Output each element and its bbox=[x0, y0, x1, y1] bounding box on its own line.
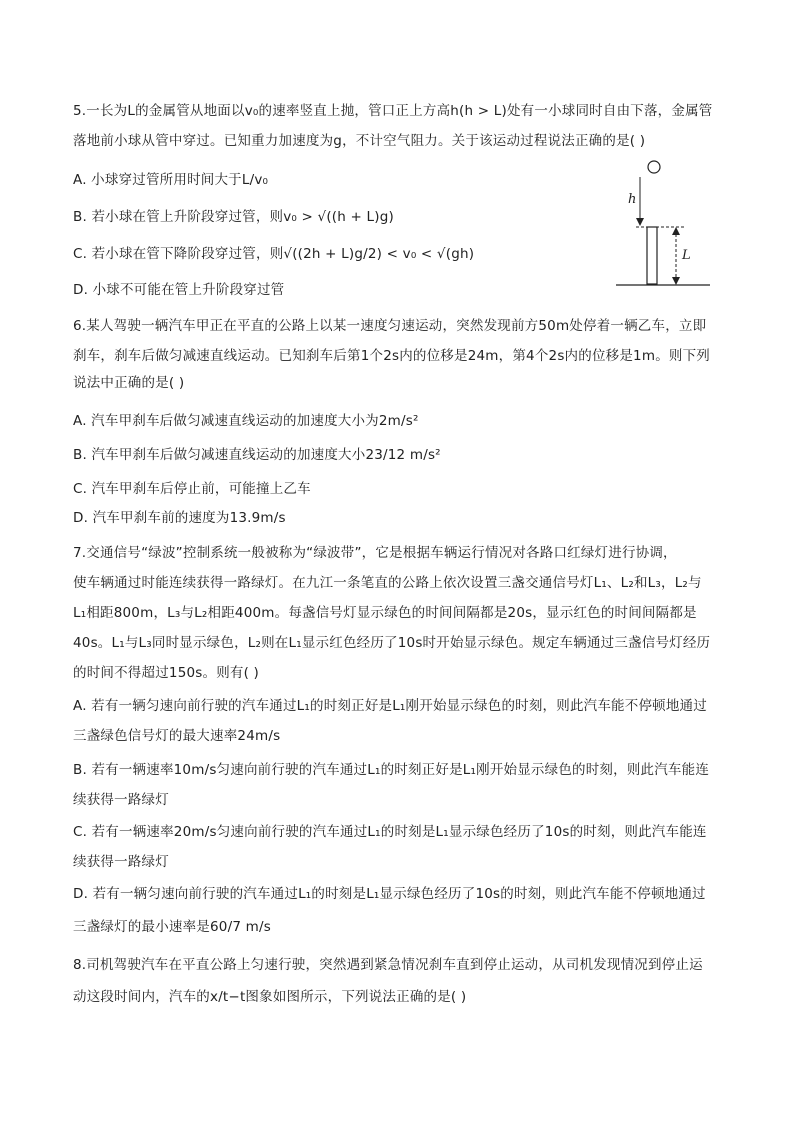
q5-option-b: B. 若小球在管上升阶段穿过管，则v₀ > √((h + L)g) bbox=[73, 209, 394, 225]
q7-option-d-line-1: D. 若有一辆匀速向前行驶的汽车通过L₁的时刻是L₁显示绿色经历了10s的时刻，则此汽车能不停顿地通过 bbox=[73, 886, 706, 902]
q6-option-d: D. 汽车甲刹车前的速度为13.9m/s bbox=[73, 510, 286, 526]
q5-option-d: D. 小球不可能在管上升阶段穿过管 bbox=[73, 282, 285, 298]
q5-option-a: A. 小球穿过管所用时间大于L/v₀ bbox=[73, 172, 269, 188]
q6-option-a: A. 汽车甲刹车后做匀减速直线运动的加速度大小为2m/s² bbox=[73, 413, 419, 429]
q5-option-c: C. 若小球在管下降阶段穿过管，则√((2h + L)g/2) < v₀ < √(gh) bbox=[73, 246, 475, 262]
h-arrow-down bbox=[636, 218, 644, 226]
q7-option-d-line-2: 三盏绿灯的最小速率是60/7 m/s bbox=[73, 919, 271, 935]
L-arrow-up bbox=[672, 227, 680, 235]
q5-figure-tube-ball bbox=[610, 155, 720, 295]
q5-stem-line-2: 落地前小球从管中穿过。已知重力加速度为g，不计空气阻力。关于该运动过程说法正确的是( ) bbox=[73, 133, 646, 149]
metal-tube bbox=[647, 227, 657, 284]
q7-option-b-line-1: B. 若有一辆速率10m/s匀速向前行驶的汽车通过L₁的时刻正好是L₁刚开始显示绿色的时刻，则此汽车能连 bbox=[73, 762, 710, 778]
q7-stem-line-1: 7.交通信号“绿波”控制系统一般被称为“绿波带”，它是根据车辆运行情况对各路口红绿灯进行协调， bbox=[73, 545, 677, 561]
q6-stem-line-1: 6.某人驾驶一辆汽车甲正在平直的公路上以某一速度匀速运动，突然发现前方50m处停着一辆乙车，立即 bbox=[73, 318, 707, 334]
q7-stem-line-2: 使车辆通过时能连续获得一路绿灯。在九江一条笔直的公路上依次设置三盏交通信号灯L₁、L₂和L₃，L₂与 bbox=[73, 575, 702, 591]
q7-stem-line-3: L₁相距800m，L₃与L₂相距400m。每盏信号灯显示绿色的时间间隔都是20s，显示红色的时间间隔都是 bbox=[73, 605, 697, 621]
q7-stem-line-5: 的时间不得超过150s。则有( ) bbox=[73, 665, 260, 681]
label-L: L bbox=[682, 248, 691, 263]
label-h: h bbox=[628, 192, 637, 207]
q6-option-b: B. 汽车甲刹车后做匀减速直线运动的加速度大小23/12 m/s² bbox=[73, 447, 441, 463]
q5-stem-line-1: 5.一长为L的金属管从地面以v₀的速率竖直上抛，管口正上方高h(h > L)处有一小球同时自由下落，金属管 bbox=[73, 103, 713, 119]
q7-option-c-line-1: C. 若有一辆速率20m/s匀速向前行驶的汽车通过L₁的时刻是L₁显示绿色经历了10s的时刻，则此汽车能连 bbox=[73, 824, 707, 840]
q6-stem-line-3: 说法中正确的是( ) bbox=[73, 375, 185, 391]
ball-icon bbox=[648, 161, 660, 173]
q6-stem-line-2: 刹车，刹车后做匀减速直线运动。已知刹车后第1个2s内的位移是24m，第4个2s内的位移是1m。则下列 bbox=[73, 348, 710, 364]
q7-option-a-line-2: 三盏绿色信号灯的最大速率24m/s bbox=[73, 728, 281, 744]
q7-stem-line-4: 40s。L₁与L₃同时显示绿色，L₂则在L₁显示红色经历了10s时开始显示绿色。规定车辆通过三盏信号灯经历 bbox=[73, 635, 711, 651]
q8-stem-line-1: 8.司机驾驶汽车在平直公路上匀速行驶，突然遇到紧急情况刹车直到停止运动，从司机发现情况到停止运 bbox=[73, 957, 703, 973]
L-arrow-down bbox=[672, 277, 680, 285]
q7-option-c-line-2: 续获得一路绿灯 bbox=[73, 854, 169, 870]
q7-option-a-line-1: A. 若有一辆匀速向前行驶的汽车通过L₁的时刻正好是L₁刚开始显示绿色的时刻，则此汽车能不停顿地通过 bbox=[73, 698, 707, 714]
q7-option-b-line-2: 续获得一路绿灯 bbox=[73, 792, 169, 808]
q8-stem-line-2: 动这段时间内，汽车的x/t−t图象如图所示，下列说法正确的是( ) bbox=[73, 989, 467, 1005]
q6-option-c: C. 汽车甲刹车后停止前，可能撞上乙车 bbox=[73, 481, 311, 497]
